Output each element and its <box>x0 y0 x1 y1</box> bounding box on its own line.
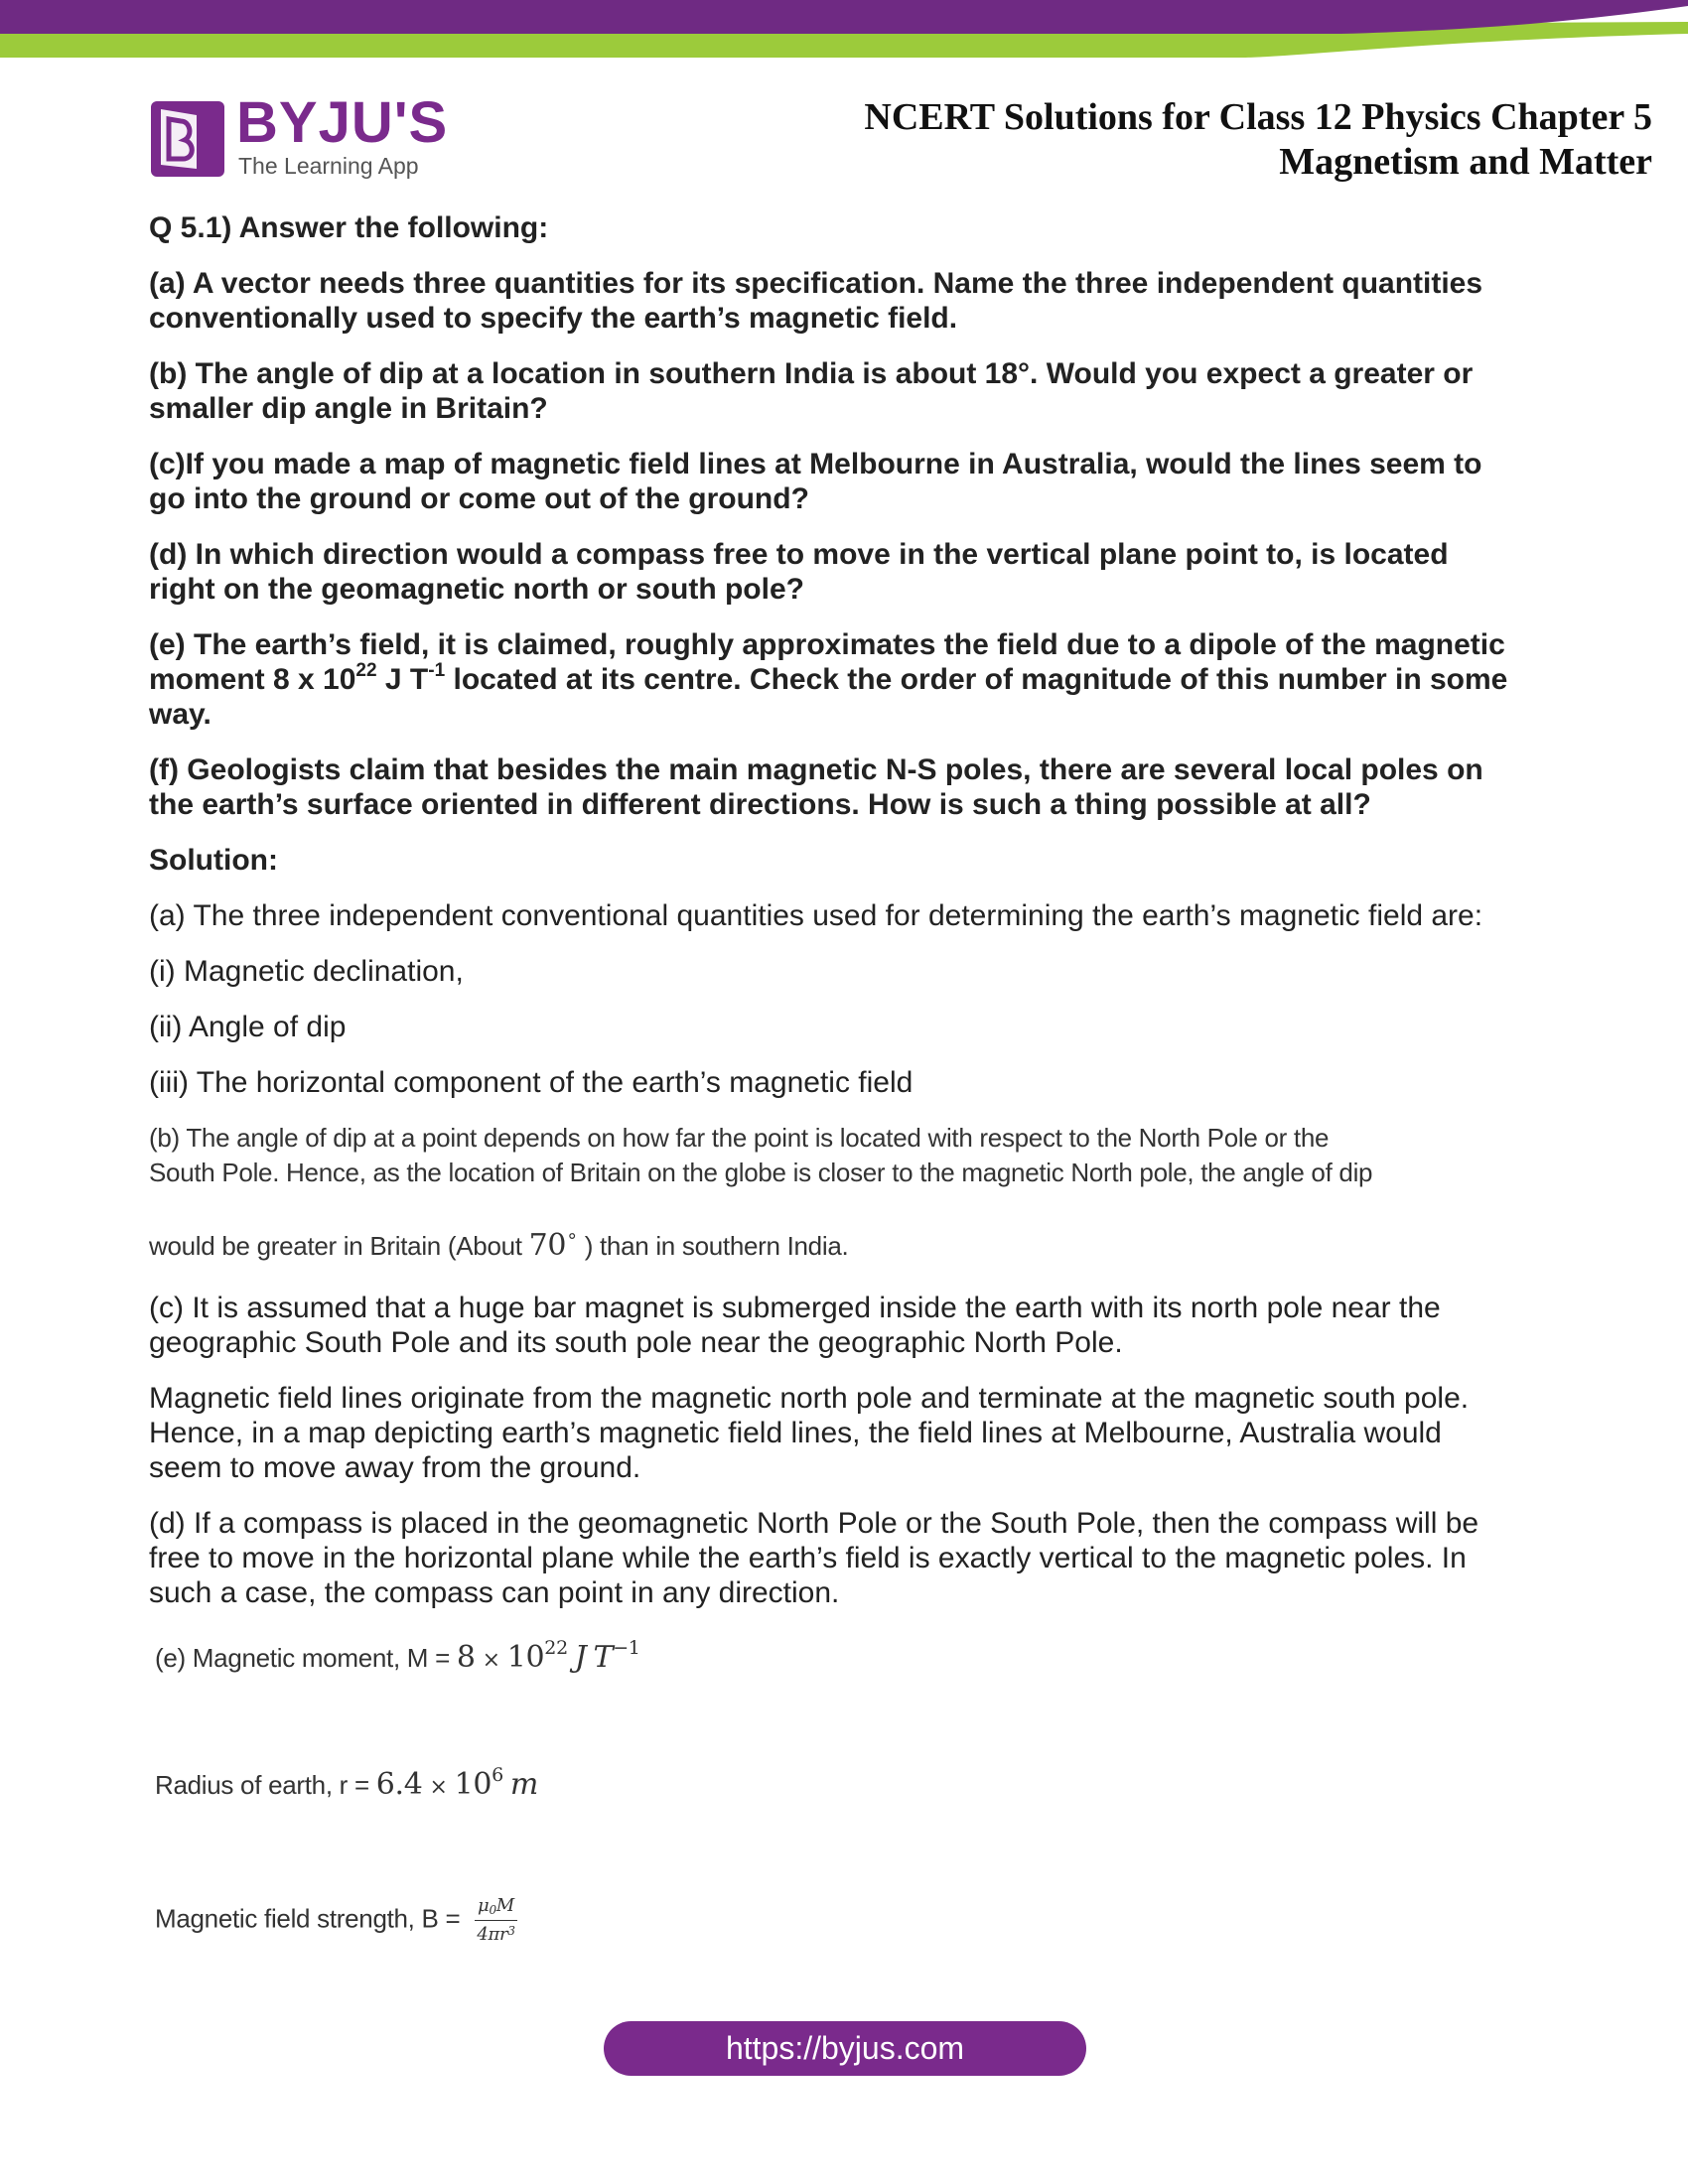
solution-b <box>149 1121 1519 1264</box>
solution-e-field-m: M <box>495 1895 514 1916</box>
solution-c-paragraph-1: (c) It is assumed that a huge bar magnet is submerged inside the earth with its north pole near the geographic South Pole and its south pole near the geographic North Pole. <box>149 1292 1441 1359</box>
footer-url-link[interactable]: https://byjus.com <box>604 2021 1086 2076</box>
question-d: (d) In which direction would a compass free to move in the vertical plane point to, is located right on the geomagnetic north or south pole? <box>149 538 1449 606</box>
solution-e-radius-exponent: 6 <box>492 1764 503 1786</box>
byjus-logo <box>149 90 449 181</box>
solution-a-item-1: (i) Magnetic declination, <box>149 955 464 988</box>
solution-e-field-mu: μ <box>478 1895 490 1916</box>
header-color-band <box>0 0 1688 62</box>
question-heading: Q 5.1) Answer the following: <box>149 211 549 244</box>
solution-b-angle: 70 <box>528 1228 567 1263</box>
title-line-2: Magnetism and Matter <box>1279 141 1652 183</box>
question-e-prefix: (e) The earth’s field, it is claimed, roughly approximates the field due to a dipole of the magnetic moment 8 x 10 <box>149 628 1505 696</box>
question-a: (a) A vector needs three quantities for its specification. Name the three independent quantities conventionally used to specify the earth’s magnetic field. <box>149 267 1483 335</box>
solution-heading: Solution: <box>149 844 278 877</box>
question-e <box>149 627 1519 732</box>
solution-e-radius-coefficient: 6.4 <box>375 1767 423 1802</box>
solution-e-radius <box>149 1764 1519 1805</box>
solution-e-moment-exponent: 22 <box>544 1637 568 1659</box>
question-e-unit-exponent: -1 <box>428 660 446 681</box>
title-line-1: NCERT Solutions for Class 12 Physics Chapter 5 <box>864 96 1652 138</box>
solution-e-field-formula <box>475 1896 516 1945</box>
question-f: (f) Geologists claim that besides the main magnetic N-S poles, there are several local poles on the earth’s surface oriented in different directions. How is such a thing possible at all? <box>149 753 1483 821</box>
solution-e-moment <box>149 1637 1519 1678</box>
solution-d-paragraph: (d) If a compass is placed in the geomagnetic North Pole or the South Pole, then the compass will be free to move in the horizontal plane while the earth’s field is exactly vertical to the magnetic poles. In such a case, the compass can point in any direction. <box>149 1507 1479 1609</box>
solution-e-field-numerator <box>475 1896 516 1921</box>
solution-a-item-2: (ii) Angle of dip <box>149 1011 347 1043</box>
question-e-exponent: 22 <box>355 660 377 681</box>
solution-e-field-denominator-base: 4πr <box>477 1924 508 1945</box>
solution-c-paragraph-2: Magnetic field lines originate from the magnetic north pole and terminate at the magnetic south pole. Hence, in a map depicting earth’s magnetic field lines, the field lines at Melbourne, Australia would seem to move away from the ground. <box>149 1382 1470 1484</box>
solution-b-line-1: (b) The angle of dip at a point depends on how far the point is located with respect to the North Pole or the <box>149 1123 1330 1153</box>
solution-e-moment-label: (e) Magnetic moment, M = <box>155 1643 457 1673</box>
solution-b-line-3-suffix: ) than in southern India. <box>577 1231 849 1261</box>
solution-e-field-mu-subscript: 0 <box>489 1903 496 1917</box>
question-c: (c)If you made a map of magnetic field lines at Melbourne in Australia, would the lines seem to go into the ground or come out of the ground? <box>149 448 1482 515</box>
brand-tagline: The Learning App <box>238 153 419 179</box>
solution-e-field <box>149 1896 1519 1945</box>
byjus-b-logo-icon <box>149 99 226 179</box>
solution-b-line-3 <box>149 1228 1519 1264</box>
solution-e-moment-base: 10 <box>506 1640 545 1675</box>
solution-a-item-3: (iii) The horizontal component of the earth’s magnetic field <box>149 1066 914 1099</box>
solution-e-radius-label: Radius of earth, r = <box>155 1770 376 1800</box>
solution-e-moment-times: × <box>482 1648 500 1673</box>
solution-e-moment-unit-exponent: −1 <box>613 1637 640 1659</box>
solution-e-radius-base: 10 <box>454 1767 492 1802</box>
question-e-unit: J T <box>376 663 429 696</box>
document-body <box>149 210 1519 1945</box>
solution-e-moment-coefficient: 8 <box>456 1640 476 1675</box>
solution-b-line-3-prefix: would be greater in Britain (About <box>149 1231 529 1261</box>
solution-b-degree: ∘ <box>566 1226 578 1247</box>
brand-name: BYJU'S <box>236 90 449 155</box>
solution-e-moment-unit-t: T <box>593 1640 614 1675</box>
solution-e-moment-unit-j: J <box>574 1640 587 1675</box>
document-title <box>759 95 1652 185</box>
solution-e-field-denominator-exponent: 3 <box>507 1924 515 1938</box>
solution-e-field-denominator <box>475 1921 516 1945</box>
question-b: (b) The angle of dip at a location in southern India is about 18°. Would you expect a greater or smaller dip angle in Britain? <box>149 357 1474 425</box>
question-e-suffix: located at its centre. Check the order of magnitude of this number in some way. <box>149 663 1508 731</box>
solution-e-field-label: Magnetic field strength, B = <box>155 1903 468 1934</box>
solution-e-radius-times: × <box>429 1775 448 1800</box>
solution-e-radius-unit: m <box>509 1767 539 1802</box>
solution-a-intro: (a) The three independent conventional quantities used for determining the earth’s magnetic field are: <box>149 899 1483 932</box>
solution-b-line-2: South Pole. Hence, as the location of Britain on the globe is closer to the magnetic North pole, the angle of dip <box>149 1158 1373 1187</box>
